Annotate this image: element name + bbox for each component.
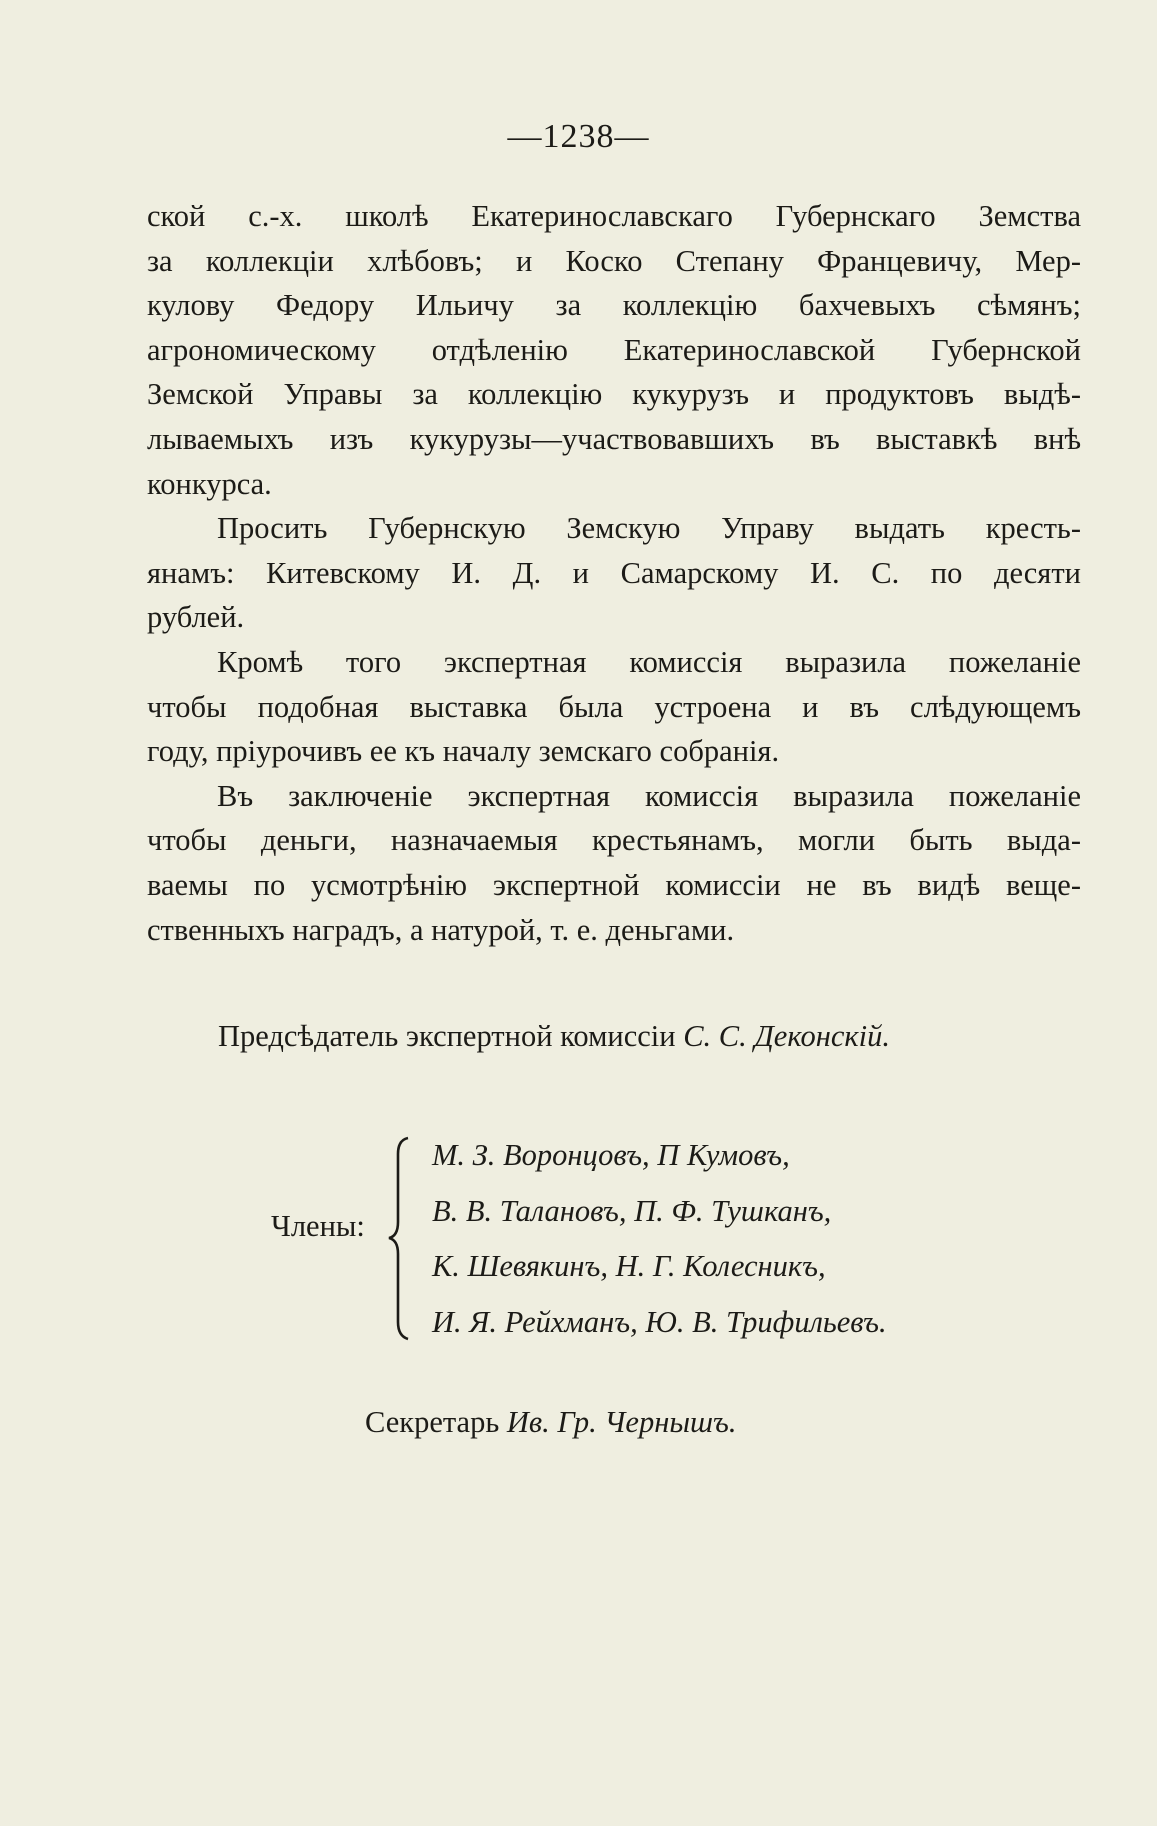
curly-brace-icon — [386, 1136, 416, 1341]
member-line: И. Я. Рейхманъ, Ю. В. Трифильевъ. — [432, 1304, 887, 1339]
text-line: янамъ: Китевскому И. Д. и Самарскому И. С. по десяти — [147, 555, 1081, 590]
member-line: М. З. Воронцовъ, П Кумовъ, — [432, 1138, 790, 1172]
paragraph-2 — [147, 506, 1081, 640]
text-line: чтобы подобная выставка была устроена и въ слѣдующемъ — [147, 689, 1081, 724]
body-text — [147, 194, 1081, 952]
text-line: ственныхъ наградъ, а натурой, т. е. деньгами. — [147, 912, 735, 947]
text-line: лываемыхъ изъ кукурузы—участвовавшихъ въ выставкѣ внѣ — [147, 421, 1081, 456]
secretary-signature — [365, 1405, 736, 1440]
text-line: кулову Федору Ильичу за коллекцію бахчевыхъ сѣмянъ; — [147, 288, 1081, 323]
text-line: чтобы деньги, назначаемыя крестьянамъ, могли быть выда- — [147, 823, 1081, 858]
secretary-title: Секретарь — [365, 1405, 500, 1439]
text-line: ской с.-х. школѣ Екатеринославскаго Губернскаго Земства — [147, 199, 1081, 233]
text-line: конкурса. — [147, 466, 272, 501]
members-list — [432, 1128, 887, 1350]
secretary-name: Ив. Гр. Чернышъ. — [506, 1405, 737, 1439]
members-label: Члены: — [271, 1209, 365, 1243]
paragraph-4 — [147, 774, 1081, 952]
chairman-name: С. С. Деконскій. — [683, 1019, 890, 1053]
text-line: году, пріурочивъ ее къ началу земскаго собранія. — [147, 734, 780, 769]
text-line: Просить Губернскую Земскую Управу выдать кресть- — [217, 511, 1081, 546]
text-line: рублей. — [147, 600, 245, 635]
text-line: Кромѣ того экспертная комиссія выразила пожеланіе — [217, 644, 1081, 679]
text-line: за коллекціи хлѣбовъ; и Коско Степану Францевичу, Мер- — [147, 243, 1081, 278]
member-line: В. В. Талановъ, П. Ф. Тушканъ, — [432, 1193, 832, 1228]
page-number: —1238— — [507, 118, 650, 155]
paragraph-3 — [147, 640, 1081, 774]
text-line: ваемы по усмотрѣнію экспертной комиссіи не въ видѣ веще- — [147, 867, 1081, 902]
paragraph-1 — [147, 194, 1081, 506]
chairman-signature — [218, 1019, 890, 1054]
member-line: К. Шевякинъ, Н. Г. Колесникъ, — [432, 1249, 826, 1283]
text-line: агрономическому отдѣленію Екатеринославской Губернской — [147, 332, 1081, 367]
text-line: Въ заключеніе экспертная комиссія выразила пожеланіе — [217, 778, 1081, 813]
chairman-title: Предсѣдатель экспертной комиссіи — [218, 1019, 676, 1053]
text-line: Земской Управы за коллекцію кукурузъ и продуктовъ выдѣ- — [147, 377, 1081, 412]
